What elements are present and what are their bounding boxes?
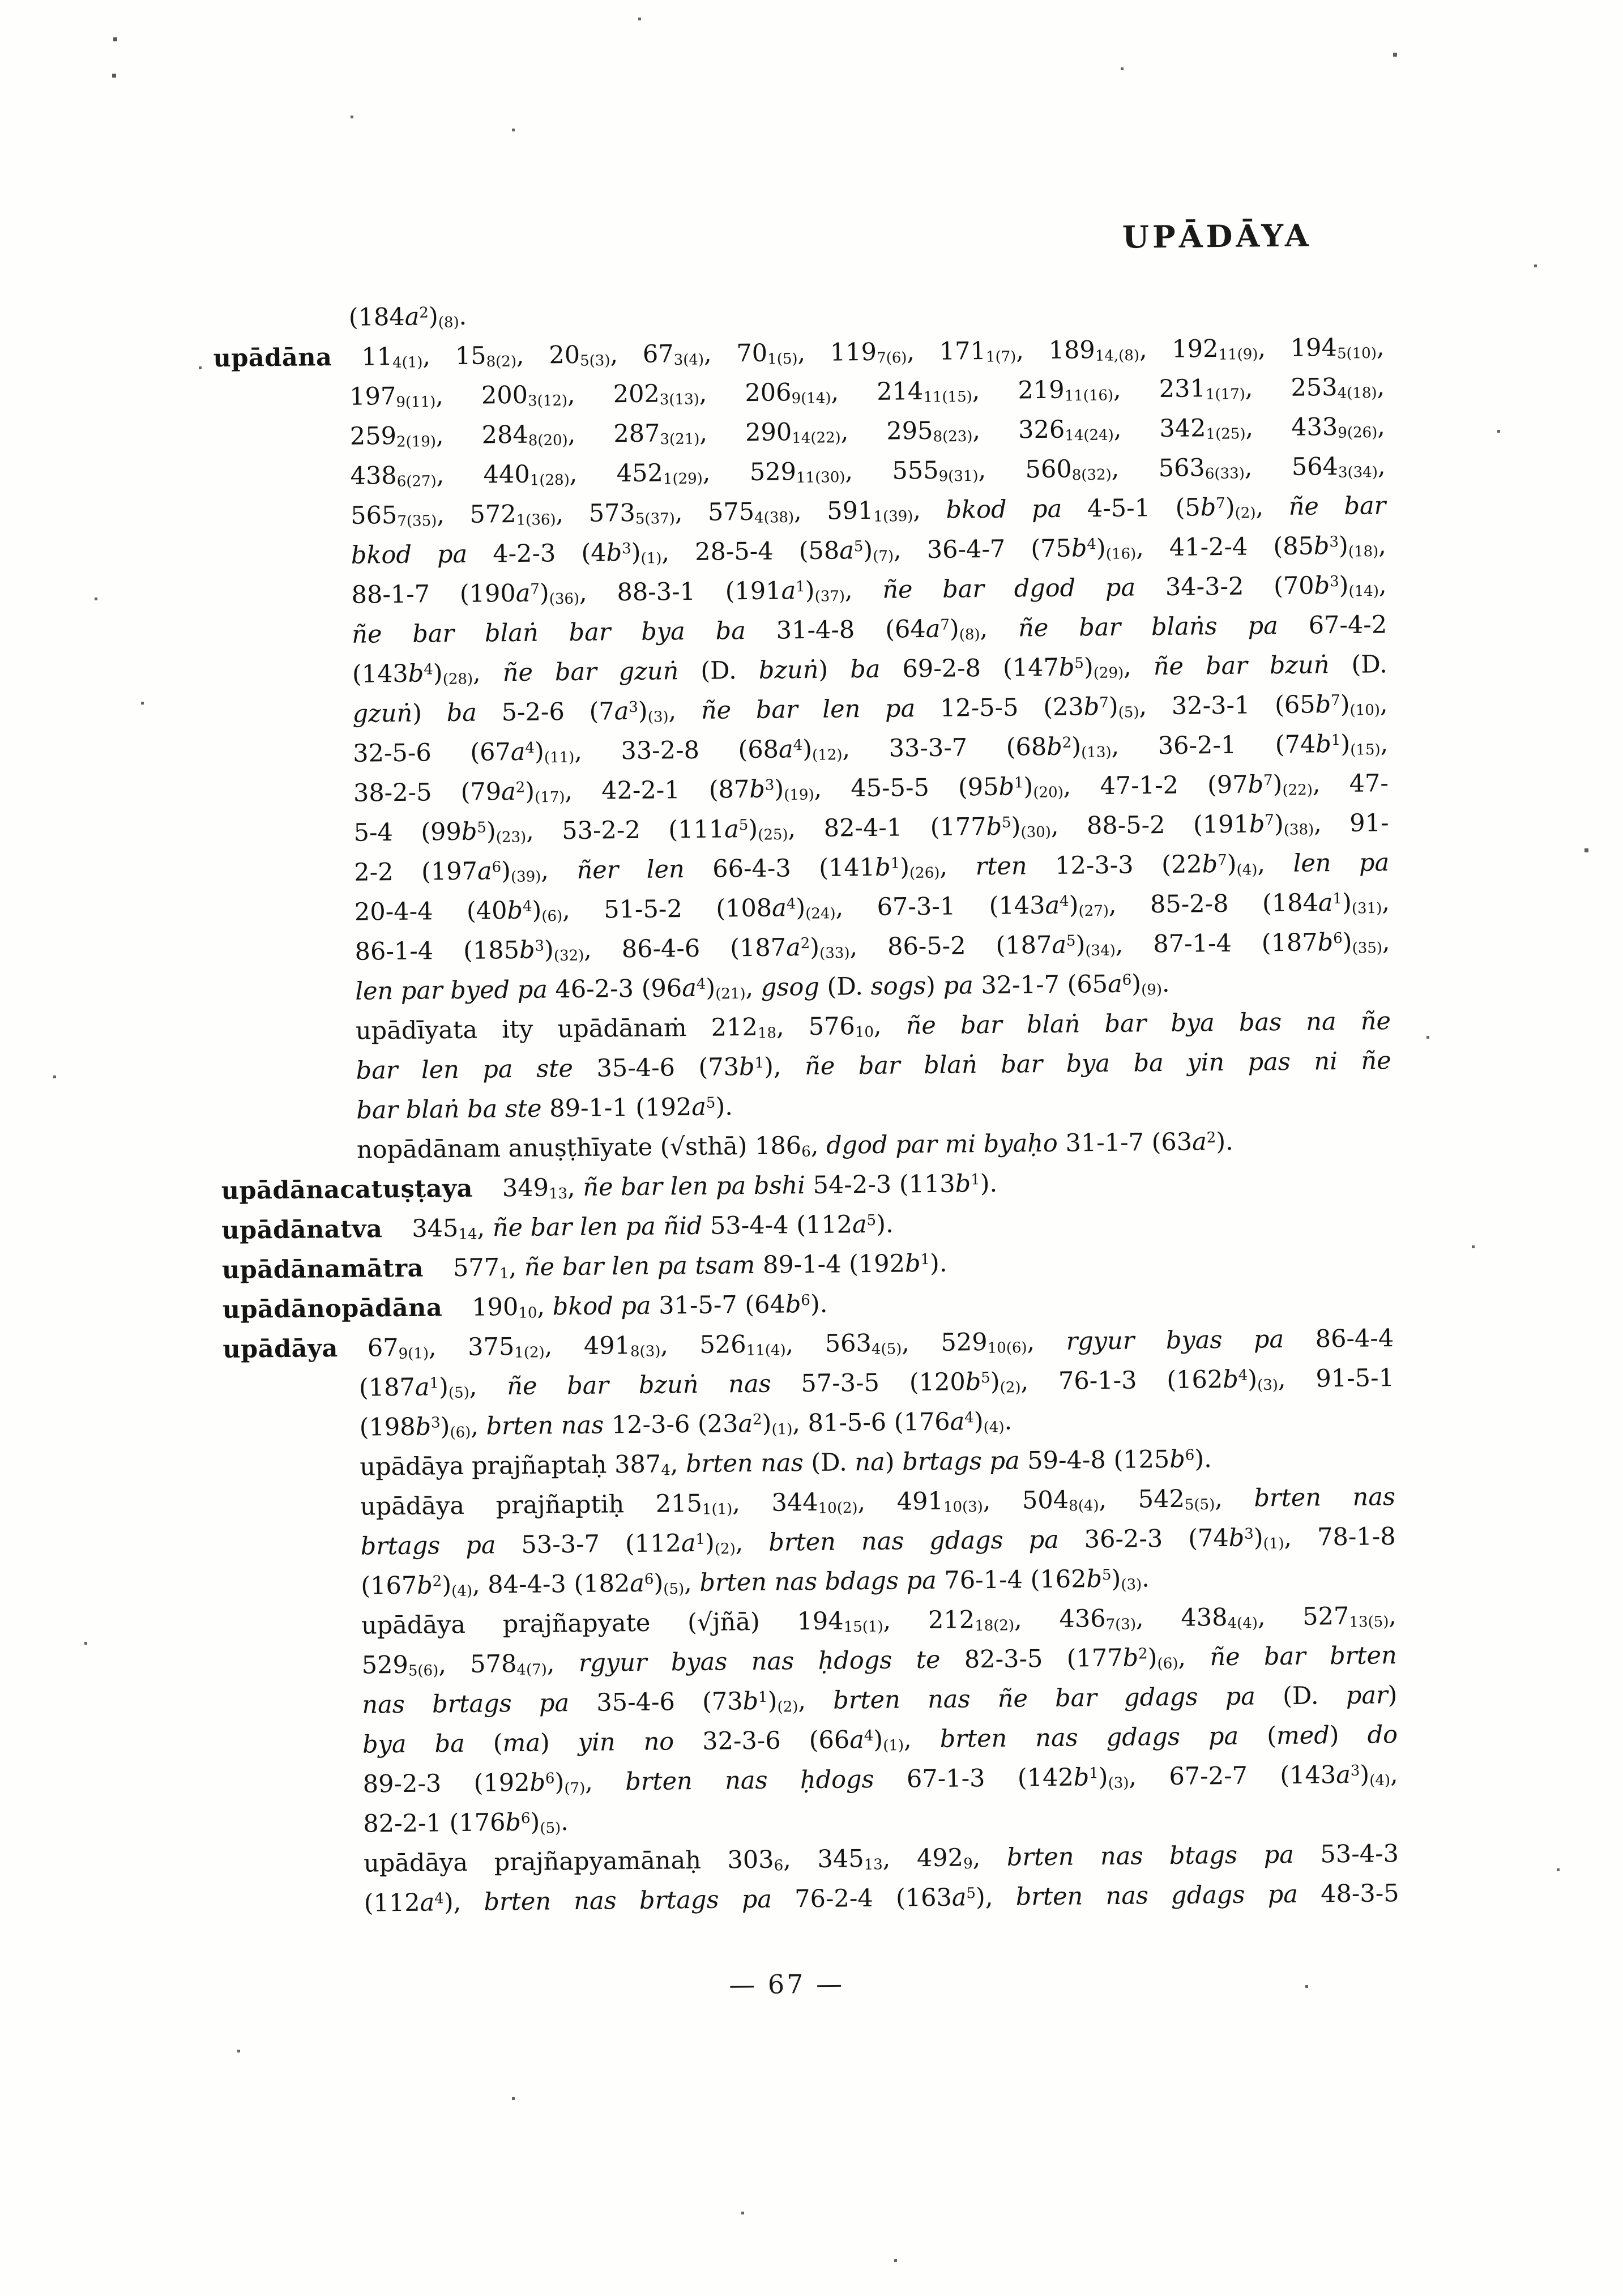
entry-paragraph	[213, 327, 1390, 1013]
running-head: UPĀDĀYA	[1122, 217, 1312, 255]
text-line: bar len pa ste 35-4-6 $(73b^1)$, ñe bar blaṅ bar bya ba yin pas ni ñe	[356, 1047, 1391, 1085]
text-line: 20-4-4 $(40b^4)_{(6)}$, 51-5-2 $(108a^4)_{(24)}$, 67-3-1 $(143a^4)_{(27)}$, 85-2-8 $(184a^1)_{(31)}$,	[354, 888, 1390, 927]
text-line: nas brtags pa 35-4-6 $(73b^1)_{(2)}$, brten nas ñe bar gdags pa (D. par)	[362, 1681, 1398, 1719]
scan-noise	[0, 0, 2, 2]
text-line: upādāna $11_{4(1)}$, $15_{8(2)}$, $20_{5(3)}$, $67_{3(4)}$, $70_{1(5)}$, $119_{7(6)}$, $171_{1(7)}$, $189_{14,(8)}$, $192_{11(9)}$, $194_{5(10)}$,	[213, 333, 1385, 373]
text-line: bya ba (ma) yin no 32-3-6 $(66a^4)_{(1)}$, brten nas gdags pa (med) do	[362, 1721, 1398, 1759]
text-line: 32-5-6 $(67a^4)_{(11)}$, 33-2-8 $(68a^4)_{(12)}$, 33-3-7 $(68b^2)_{(13)}$, 36-2-1 $(74b^1)_{(15)}$,	[353, 729, 1389, 768]
entry-paragraph	[224, 1477, 1396, 1607]
text-line: upādānacatuṣṭaya $349_{13}$, ñe bar len pa bshi 54-2-3 $(113b^1)$.	[221, 1169, 998, 1206]
text-line: upādāya prajñapyamānaḥ $303_6$, $345_{13}$, $492_9$, brten nas btags pa 53-4-3	[363, 1840, 1399, 1878]
entry-paragraph	[220, 1001, 1392, 1132]
text-line: 5-4 $(99b^5)_{(23)}$, 53-2-2 $(111a^5)_{(25)}$, 82-4-1 $(177b^5)_{(30)}$, 88-5-2 $(191b^7)_{(38)}$, 91-	[353, 809, 1389, 847]
text-line: $(184a^2)_{(8)}$.	[348, 302, 467, 332]
entry-headword: upādānopādāna	[222, 1294, 443, 1324]
text-line: ñe bar blaṅ bar bya ba 31-4-8 $(64a^7)_{(8)}$, ñe bar blaṅs pa 67-4-2	[352, 611, 1387, 649]
entry-headword: upādānamātra	[221, 1254, 424, 1285]
text-line: len par byed pa 46-2-3 $(96a^4)_{(21)}$, gsog (D. sogs) pa 32-1-7 $(65a^6)_{(9)}$.	[355, 969, 1170, 1006]
entry-paragraph	[225, 1596, 1399, 1845]
entry-headword: upādānacatuṣṭaya	[221, 1174, 473, 1206]
text-line: $(198b^3)_{(6)}$, brten nas 12-3-6 $(23a^2)_{(1)}$, 81-5-6 $(176a^4)_{(4)}$.	[359, 1407, 1013, 1442]
text-line: bkod pa 4-2-3 $(4b^3)_{(1)}$, 28-5-4 $(58a^5)_{(7)}$, 36-4-7 $(75b^4)_{(16)}$, 41-2-4 $(85b^3)_{(18)}$,	[351, 531, 1387, 570]
entry-paragraph	[223, 1318, 1395, 1449]
text-line: upādāya prajñaptiḥ $215_{1(1)}$, $344_{10(2)}$, $491_{10(3)}$, $504_{8(4)}$, $542_{5(5)}$, brten nas	[360, 1483, 1396, 1521]
text-line: bar blaṅ ba ste 89-1-1 $(192a^5)$.	[356, 1092, 733, 1125]
text-line: $(187a^1)_{(5)}$, ñe bar bzuṅ nas 57-3-5 $(120b^5)_{(2)}$, 76-1-3 $(162b^4)_{(3)}$, 91-5-1	[358, 1364, 1395, 1402]
text-line: 88-1-7 $(190a^7)_{(36)}$, 88-3-1 $(191a^1)_{(37)}$, ñe bar dgod pa 34-3-2 $(70b^3)_{(14)}$,	[351, 571, 1387, 609]
text-line: upādānatva $345_{14}$, ñe bar len pa ñid 53-4-4 $(112a^5)$.	[221, 1210, 894, 1245]
entry-headword: upādānatva	[221, 1215, 383, 1245]
text-line: brtags pa 53-3-7 $(112a^1)_{(2)}$, brten nas gdags pa 36-2-3 $(74b^3)_{(1)}$, 78-1-8	[360, 1522, 1396, 1561]
text-line: 2-2 $(197a^6)_{(39)}$, ñer len 66-4-3 $(141b^1)_{(26)}$, rten 12-3-3 $(22b^7)_{(4)}$, len pa	[354, 848, 1390, 887]
text-block	[213, 288, 1399, 1924]
text-line: 86-1-4 $(185b^3)_{(32)}$, 86-4-6 $(187a^2)_{(33)}$, 86-5-2 $(187a^5)_{(34)}$, 87-1-4 $(187b^6)_{(35)}$,	[355, 928, 1390, 966]
entry-headword: upādāna	[213, 343, 332, 373]
text-line: $(143b^4)_{(28)}$, ñe bar gzuṅ (D. bzuṅ) ba 69-2-8 $(147b^5)_{(29)}$, ñe bar bzuṅ (D.	[352, 650, 1388, 689]
text-line: $529_{5(6)}$, $578_{4(7)}$, rgyur byas nas ḥdogs te 82-3-5 $(177b^2)_{(6)}$, ñe bar brten	[361, 1641, 1397, 1680]
text-line: $259_{2(19)}$, $284_{8(20)}$, $287_{3(21)}$, $290_{14(22)}$, $295_{8(23)}$, $326_{14(24)}$, $342_{1(25)}$, $433_{9(26)}$,	[349, 412, 1386, 451]
text-line: $565_{7(35)}$, $572_{1(36)}$, $573_{5(37)}$, $575_{4(38)}$, $591_{1(39)}$, bkod pa 4-5-1 $(5b^7)_{(2)}$, ñe bar	[351, 492, 1386, 530]
text-line: upādāya prajñaptaḥ $387_4$, brten nas (D. na) brtags pa 59-4-8 $(125b^6)$.	[360, 1445, 1212, 1482]
text-line: 82-2-1 $(176b^6)_{(5)}$.	[363, 1808, 569, 1838]
text-line: 38-2-5 $(79a^2)_{(17)}$, 42-2-1 $(87b^3)_{(19)}$, 45-5-5 $(95b^1)_{(20)}$, 47-1-2 $(97b^7)_{(22)}$, 47-	[353, 769, 1389, 808]
text-line: 89-2-3 $(192b^6)_{(7)}$, brten nas ḥdogs 67-1-3 $(142b^1)_{(3)}$, 67-2-7 $(143a^3)_{(4)}$,	[362, 1760, 1398, 1799]
page-number: — 67 —	[729, 1968, 845, 2000]
entry-headword: upādāya	[223, 1334, 339, 1364]
text-line: upādānamātra $577_1$, ñe bar len pa tsam 89-1-4 $(192b^1)$.	[221, 1249, 947, 1285]
text-line: $197_{9(11)}$, $200_{3(12)}$, $202_{3(13)}$, $206_{9(14)}$, $214_{11(15)}$, $219_{11(16)}$, $231_{1(17)}$, $253_{4(18)}$,	[349, 373, 1385, 411]
text-line: $(167b^2)_{(4)}$, 84-4-3 $(182a^6)_{(5)}$, brten nas bdags pa 76-1-4 $(162b^5)_{(3)}$.	[361, 1564, 1150, 1601]
text-line: upādāya $67_{9(1)}$, $375_{1(2)}$, $491_{8(3)}$, $526_{11(4)}$, $563_{4(5)}$, $529_{10(6)}$, rgyur byas pa 86-4-4	[223, 1324, 1394, 1364]
text-line: upādānopādāna $190_{10}$, bkod pa 31-5-7 $(64b^6)$.	[222, 1290, 828, 1324]
text-line: nopādānam anuṣṭhīyate (√sthā) $186_6$, dgod par mi byaḥo 31-1-7 $(63a^2)$.	[356, 1127, 1233, 1164]
text-line: upādīyata ity upādānaṁ $212_{18}$, $576_{10}$, ñe bar blaṅ bar bya bas na ñe	[355, 1007, 1391, 1045]
text-line: gzuṅ) ba 5-2-6 $(7a^3)_{(3)}$, ñe bar len pa 12-5-5 $(23b^7)_{(5)}$, 32-3-1 $(65b^7)_{(10)}$,	[352, 690, 1388, 728]
text-line: $(112a^4)$, brten nas brtags pa 76-2-4 $(163a^5)$, brten nas gdags pa 48-3-5	[364, 1879, 1399, 1918]
text-line: $438_{6(27)}$, $440_{1(28)}$, $452_{1(29)}$, $529_{11(30)}$, $555_{9(31)}$, $560_{8(32)}$, $563_{6(33)}$, $564_{3(34)}$,	[350, 452, 1386, 490]
entry-paragraph	[228, 1834, 1399, 1924]
text-line: upādāya prajñapyate (√jñā) $194_{15(1)}$, $212_{18(2)}$, $436_{7(3)}$, $438_{4(4)}$, $527_{13(5)}$,	[361, 1602, 1397, 1640]
